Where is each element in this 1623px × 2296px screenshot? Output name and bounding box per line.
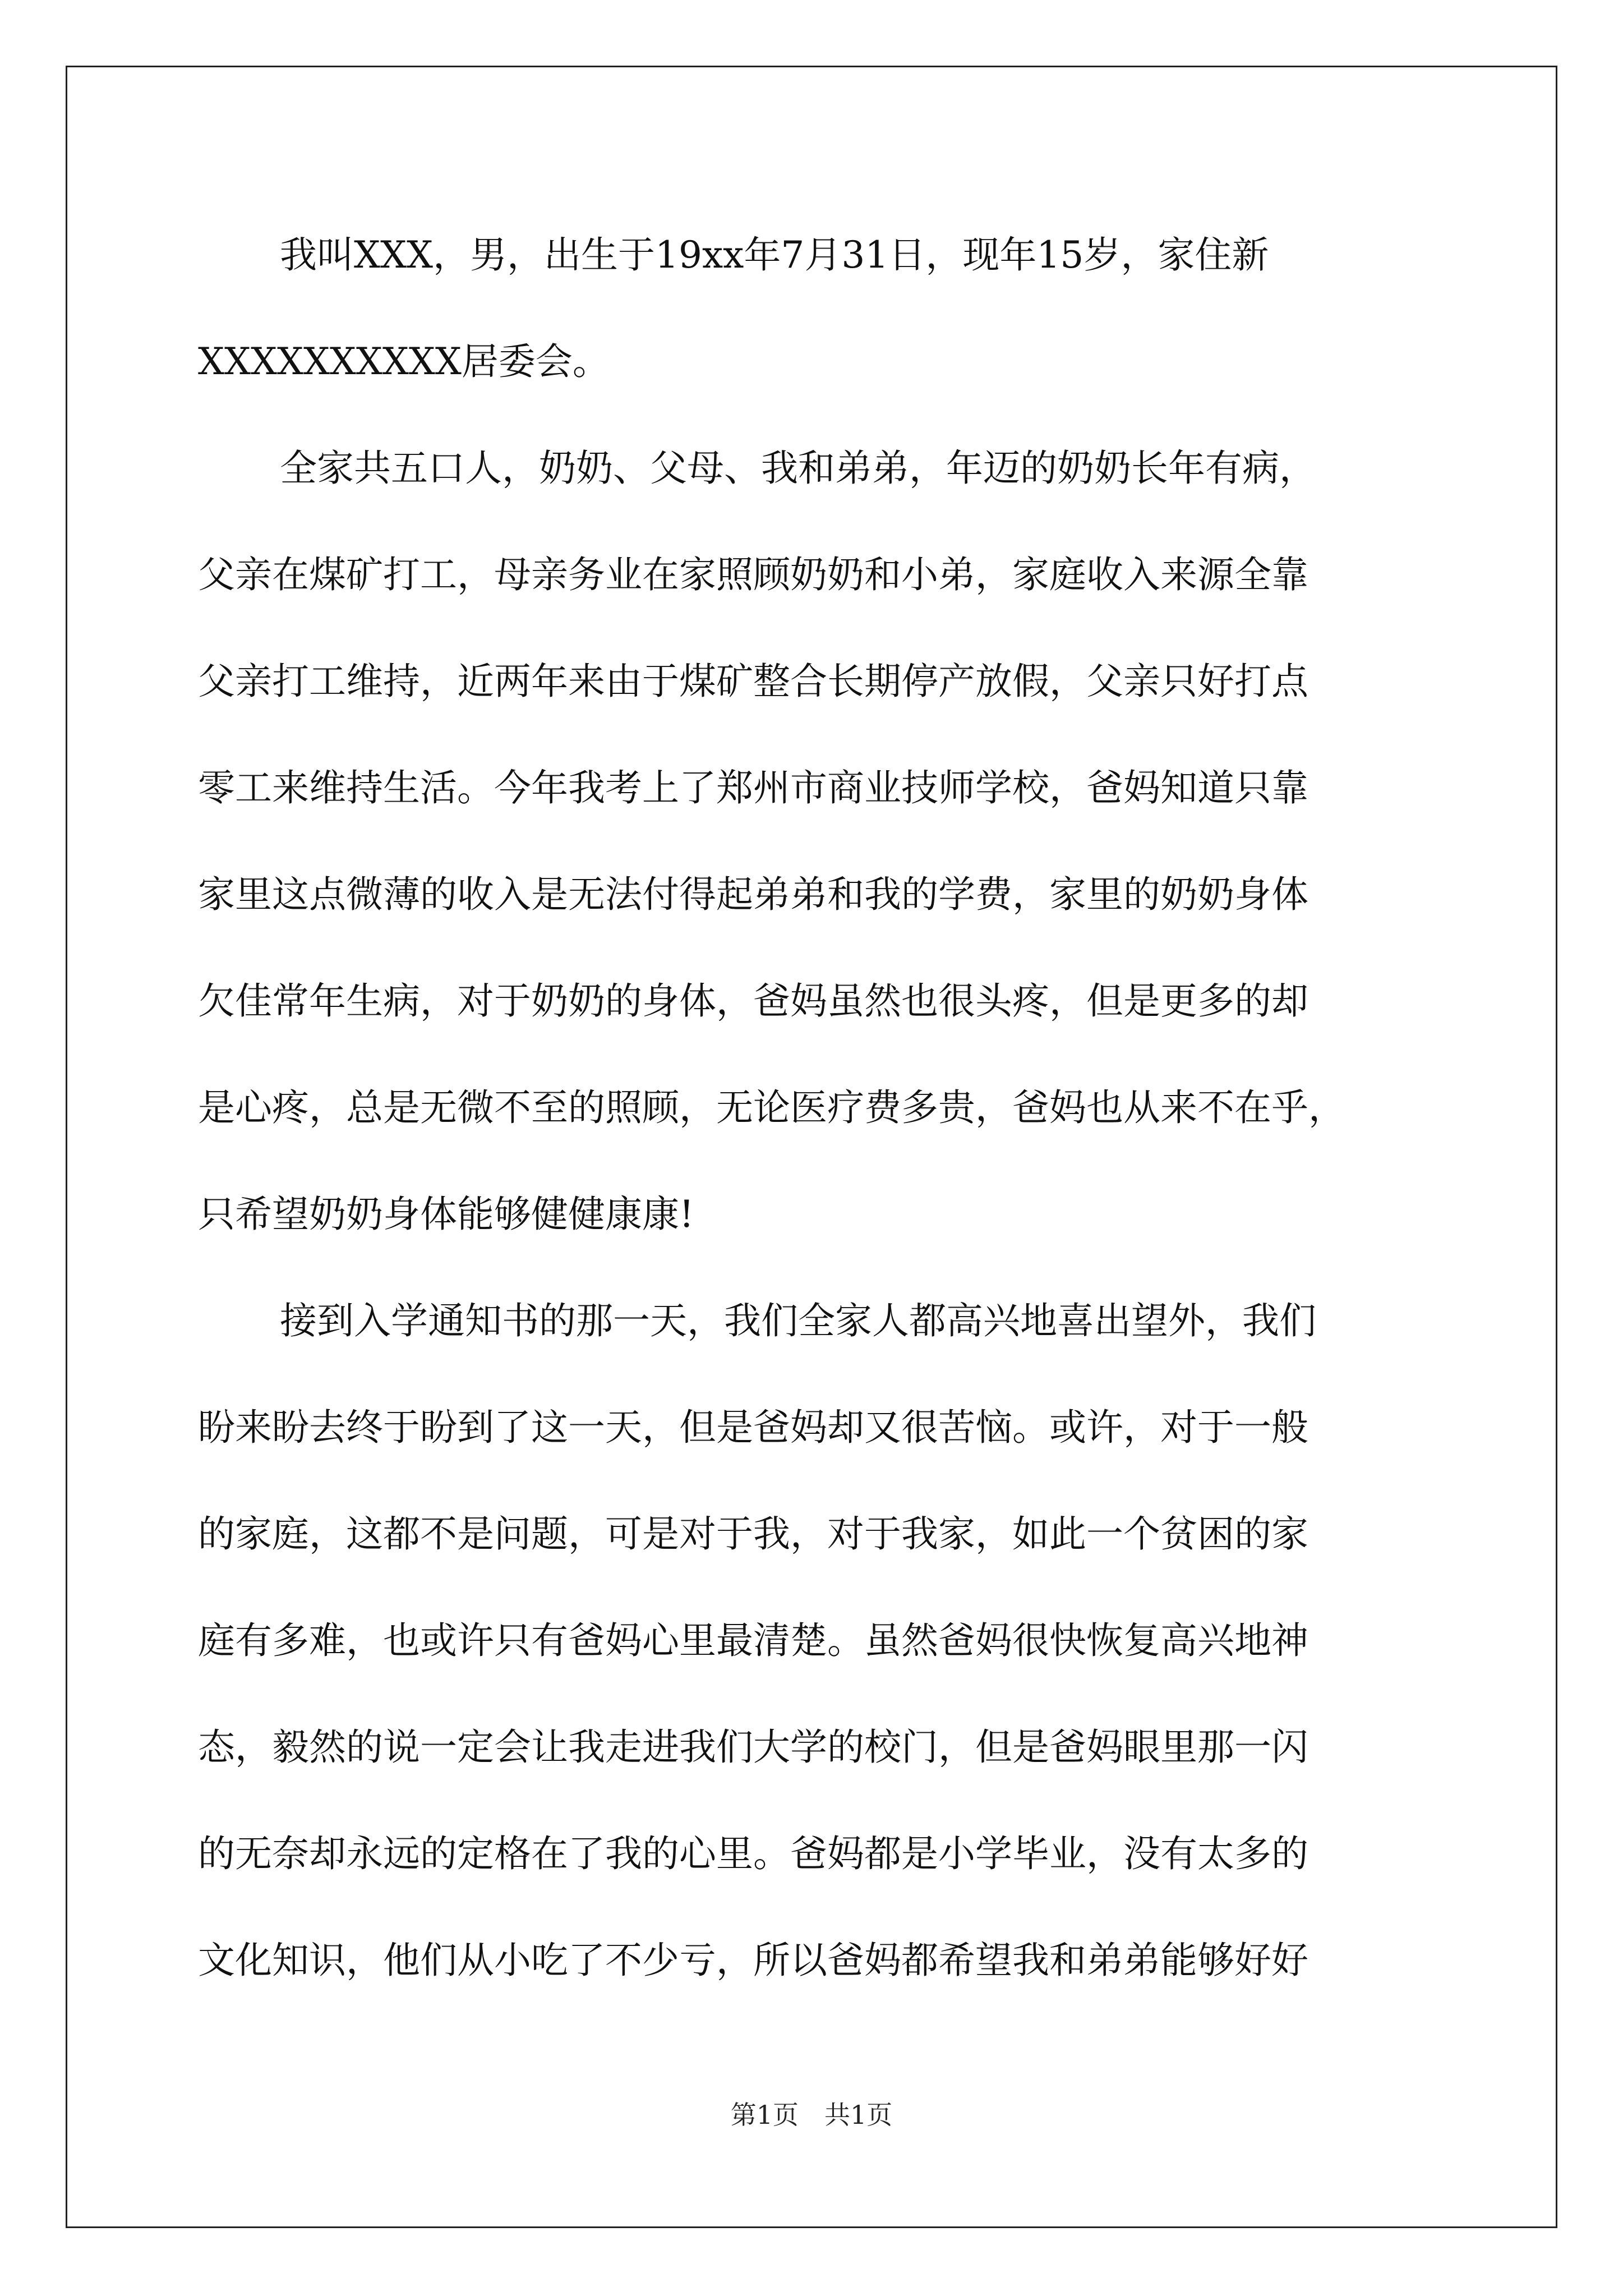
text-line: 全家共五口人，奶奶、父母、我和弟弟，年迈的奶奶长年有病， (280, 447, 1316, 490)
text-line: XXXXXXXXXX居委会。 (198, 340, 610, 383)
text-line: 零工来维持生活。今年我考上了郑州市商业技师学校，爸妈知道只靠 (198, 766, 1308, 809)
text-line: 只希望奶奶身体能够健健康康! (198, 1193, 694, 1236)
text-line: 态，毅然的说一定会让我走进我们大学的校门，但是爸妈眼里那一闪 (198, 1726, 1308, 1769)
text-line: 接到入学通知书的那一天，我们全家人都高兴地喜出望外，我们 (280, 1299, 1316, 1342)
text-line: 是心疼，总是无微不至的照顾，无论医疗费多贵，爸妈也从来不在乎， (198, 1086, 1345, 1129)
text-line: 的无奈却永远的定格在了我的心里。爸妈都是小学毕业，没有太多的 (198, 1832, 1308, 1875)
text-line: 父亲打工维持，近两年来由于煤矿整合长期停产放假，父亲只好打点 (198, 660, 1308, 703)
text-line: 文化知识，他们从小吃了不少亏，所以爸妈都希望我和弟弟能够好好 (198, 1939, 1308, 1982)
text-line: 的家庭，这都不是问题，可是对于我，对于我家，如此一个贫困的家 (198, 1512, 1308, 1556)
text-line: 欠佳常年生病，对于奶奶的身体，爸妈虽然也很头疼，但是更多的却 (198, 979, 1308, 1023)
text-line: 庭有多难，也或许只有爸妈心里最清楚。虽然爸妈很快恢复高兴地神 (198, 1619, 1308, 1662)
text-line: 我叫XXX，男，出生于19xx年7月31日，现年15岁，家住新 (280, 233, 1269, 277)
text-line: 盼来盼去终于盼到了这一天，但是爸妈却又很苦恼。或许，对于一般 (198, 1406, 1308, 1449)
text-line: 父亲在煤矿打工，母亲务业在家照顾奶奶和小弟，家庭收入来源全靠 (198, 553, 1308, 596)
page-number-footer: 第1页 共1页 (730, 2100, 893, 2130)
text-line: 家里这点微薄的收入是无法付得起弟弟和我的学费，家里的奶奶身体 (198, 873, 1308, 916)
